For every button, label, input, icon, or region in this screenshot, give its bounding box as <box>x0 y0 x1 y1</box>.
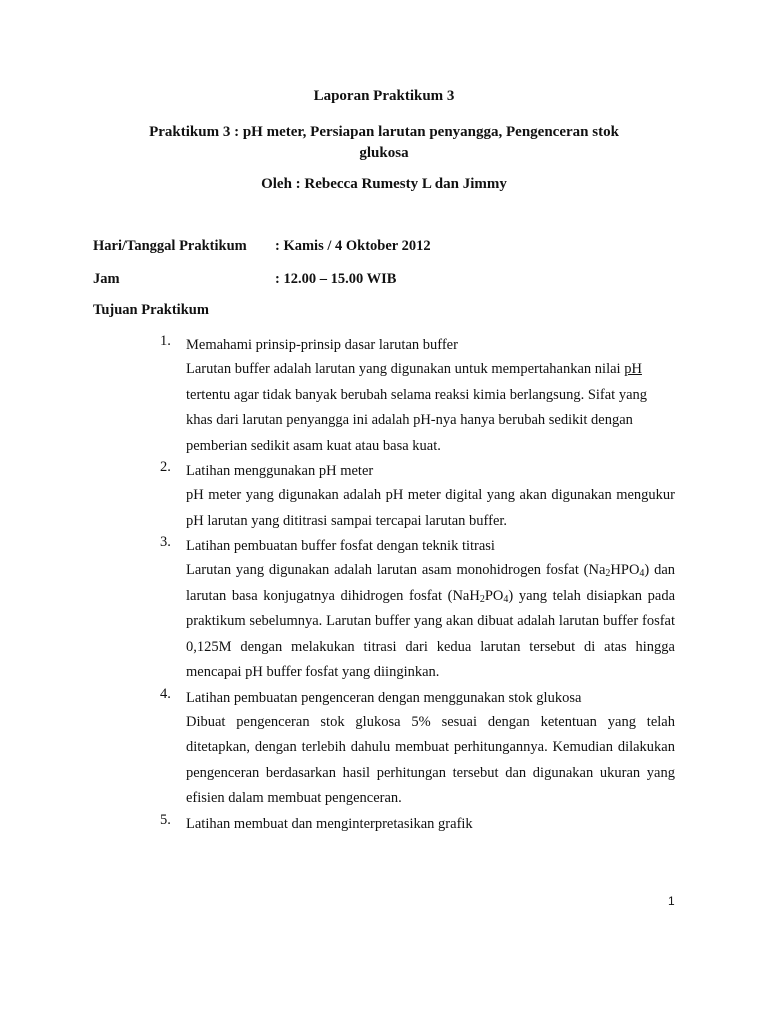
objective-body <box>160 357 675 459</box>
objective-number: 3. <box>160 534 171 550</box>
objective-number: 1. <box>160 333 171 349</box>
objective-title: Latihan pembuatan buffer fosfat dengan teknik titrasi <box>186 538 495 554</box>
objective-title: Memahami prinsip-prinsip dasar larutan buffer <box>186 337 458 353</box>
body-text: Larutan yang digunakan adalah larutan asam monohidrogen fosfat (Na <box>186 562 606 578</box>
objective-number: 4. <box>160 685 171 702</box>
report-subtitle <box>0 122 768 164</box>
subtitle-line-2: glukosa <box>359 145 409 161</box>
time-value: : 12.00 – 15.00 WIB <box>275 271 397 287</box>
objective-item-3 <box>160 534 675 686</box>
subscript: 4 <box>503 593 509 605</box>
report-authors: Oleh : Rebecca Rumesty L dan Jimmy <box>261 176 507 192</box>
objective-body <box>160 558 675 686</box>
objective-body: pH meter yang digunakan adalah pH meter digital yang akan digunakan mengukur pH larutan yang dititrasi sampai tercapai larutan buffer. <box>186 487 675 529</box>
objective-item-2 <box>160 459 675 534</box>
subscript: 2 <box>479 593 485 605</box>
subtitle-line-1: Praktikum 3 : pH meter, Persiapan larutan penyangga, Pengenceran stok <box>149 124 619 140</box>
subscript: 4 <box>639 568 645 579</box>
objective-number: 2. <box>160 459 171 475</box>
time-row <box>93 271 396 288</box>
date-row <box>93 238 431 255</box>
objective-body: Dibuat pengenceran stok glukosa 5% sesuai dengan ketentuan yang telah ditetapkan, dengan terlebih dahulu membuat perhitungannya. Kemudian dilakukan pengenceran berdasarkan hasil perhitungan tersebut dan digunakan ukuran yang efisien dalam membuat pengenceran. <box>186 713 675 806</box>
body-text: Larutan buffer adalah larutan yang digunakan untuk mempertahankan nilai <box>186 361 621 377</box>
objectives-list <box>160 333 675 836</box>
objective-title: Latihan membuat dan menginterpretasikan grafik <box>186 815 473 832</box>
date-label: Hari/Tanggal Praktikum <box>93 238 247 254</box>
body-text: tertentu agar tidak banyak berubah selama reaksi kimia berlangsung. Sifat yang khas dari larutan penyangga ini adalah pH-nya hanya berubah sedikit dengan pemberian sedikit asam kuat atau basa kuat. <box>186 386 648 454</box>
page-number: 1 <box>668 894 675 908</box>
body-text: HPO <box>610 562 640 578</box>
subscript: 2 <box>605 568 611 579</box>
time-label: Jam <box>93 271 120 287</box>
objective-item-4 <box>160 686 675 812</box>
body-text: ) yang telah disiapkan pada praktikum sebelumnya. Larutan buffer yang akan dibuat adalah larutan buffer fosfat 0,125M dengan melakukan titrasi dari kedua larutan tersebut di atas hingga mencapai pH buffer fosfat yang diinginkan. <box>186 587 675 680</box>
date-value: : Kamis / 4 Oktober 2012 <box>275 238 431 254</box>
objective-item-5 <box>160 812 675 836</box>
body-text: ) dan larutan basa konjugatnya dihidrogen fosfat (NaH <box>186 562 676 604</box>
objective-title: Latihan menggunakan pH meter <box>186 463 374 479</box>
objective-number: 5. <box>160 811 171 828</box>
objective-item-1 <box>160 333 675 459</box>
objectives-heading: Tujuan Praktikum <box>93 302 209 318</box>
objective-title: Latihan pembuatan pengenceran dengan menggunakan stok glukosa <box>186 689 582 706</box>
report-title: Laporan Praktikum 3 <box>313 88 455 104</box>
body-text: PO <box>484 587 504 604</box>
ph-link[interactable]: pH <box>624 361 642 377</box>
